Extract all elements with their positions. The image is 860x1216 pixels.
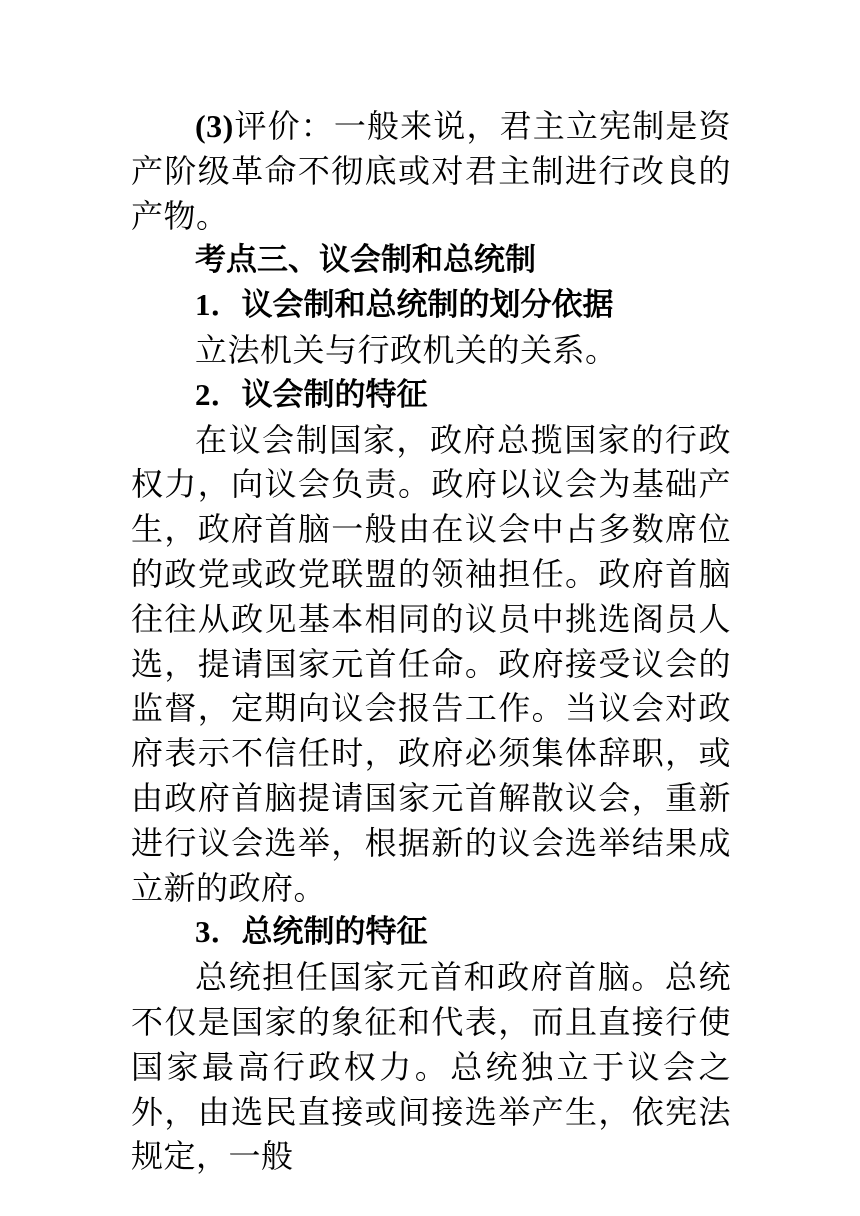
item3-body: 总统担任国家元首和政府首脑。总统不仅是国家的象征和代表，而且直接行使国家最高行政权力。总统独立于议会之外，由选民直接或间接选举产生，依宪法规定，一般 — [131, 958, 731, 1176]
item2-title: 议会制的特征 — [241, 376, 428, 413]
item2-number: 2． — [195, 376, 242, 412]
item1-title: 议会制和总统制的划分依据 — [241, 287, 614, 324]
document-page — [131, 104, 731, 1179]
item1-number: 1． — [195, 287, 242, 323]
item2-heading — [131, 373, 731, 418]
item3-number: 3． — [195, 914, 242, 950]
item3-title: 总统制的特征 — [241, 914, 428, 951]
evaluation-text: 评价：一般来说，君主立宪制是资产阶级革命不彻底或对君主制进行改良的产物。 — [131, 107, 731, 235]
item1-heading — [131, 283, 731, 328]
item2-body: 在议会制国家，政府总揽国家的行政权力，向议会负责。政府以议会为基础产生，政府首脑一般由在议会中占多数席位的政党或政党联盟的领袖担任。政府首脑往往从政见基本相同的议员中挑选阁员人选，提请国家元首任命。政府接受议会的监督，定期向议会报告工作。当议会对政府表示不信任时，政府必须集体辞职，或由政府首脑提请国家元首解散议会，重新进行议会选举，根据新的议会选举结果成立新的政府。 — [131, 420, 731, 907]
evaluation-paragraph — [131, 104, 731, 238]
item3-heading — [131, 910, 731, 955]
item1-body: 立法机关与行政机关的关系。 — [195, 330, 618, 369]
evaluation-marker: (3) — [195, 108, 234, 144]
section-title: 考点三、议会制和总统制 — [195, 242, 536, 279]
